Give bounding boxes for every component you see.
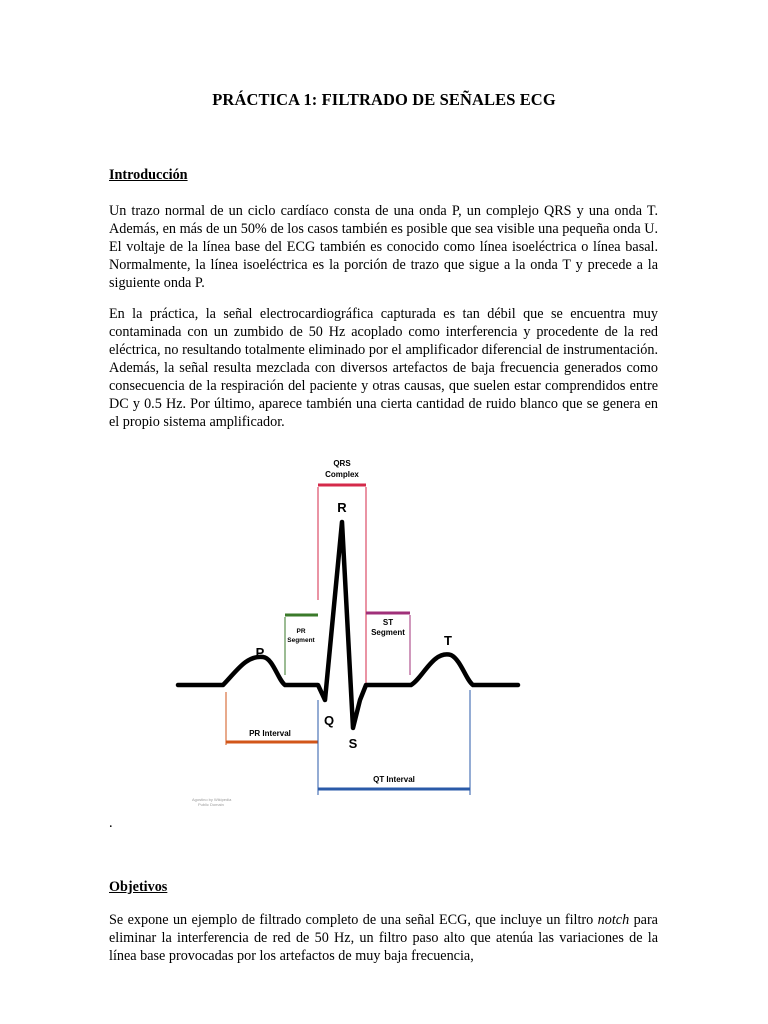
figure-credit-line2: Public Domain bbox=[198, 802, 224, 807]
pr-interval-label: PR Interval bbox=[249, 729, 291, 738]
figure-credit-line1: Agostino by Wikipedia bbox=[192, 797, 232, 802]
intro-paragraph-2: En la práctica, la señal electrocardiográfica capturada es tan débil que se encuentra muy contaminada con un zumbido de 50 Hz acoplado como interferencia y procedente de la red eléctrica, no resultando totalmente eliminado por el amplificador diferencial de instrumentación. Además, la señal resulta mezclada con diversos artefactos de baja frecuencia generados como consecuencia de la respiración del paciente y otras causas, que suelen estar comprendidos entre DC y 0.5 Hz. Por último, aparece también una cierta cantidad de ruido blanco que se genera en el propio sistema amplificador. bbox=[109, 306, 658, 430]
page-title: PRÁCTICA 1: FILTRADO DE SEÑALES ECG bbox=[212, 90, 556, 109]
t-wave-label: T bbox=[444, 633, 452, 648]
qt-interval-label: QT Interval bbox=[373, 775, 415, 784]
intro-paragraph-1: Un trazo normal de un ciclo cardíaco consta de una onda P, un complejo QRS y una onda T. Además, en más de un 50% de los casos también es posible que sea visible una pequeña onda U. El voltaje de la línea base del ECG también es conocido como línea isoeléctrica o línea basal. Normalmente, la línea isoeléctrica es la porción de trazo que sigue a la onda T y precede a la siguiente onda P. bbox=[109, 203, 658, 291]
qrs-label-line2: Complex bbox=[325, 470, 359, 479]
r-wave-label: R bbox=[337, 500, 347, 515]
s-wave-label: S bbox=[348, 736, 358, 751]
objetivos-text-after: para eliminar la interferencia de red de 50 Hz, un filtro paso alto que atenúa las variaciones de la línea base provocadas por los artefactos de muy baja frecuencia, bbox=[109, 912, 658, 964]
q-wave-label: Q bbox=[323, 713, 335, 728]
section-heading-introduccion: Introducción bbox=[109, 167, 188, 183]
objetivos-paragraph bbox=[109, 911, 658, 965]
pr-segment-label-line1: PR bbox=[296, 628, 306, 635]
objetivos-italic-notch: notch bbox=[597, 912, 630, 928]
objetivos-text-before: Se expone un ejemplo de filtrado completo de una señal ECG, que incluye un filtro bbox=[109, 912, 598, 928]
ecg-diagram bbox=[168, 450, 528, 812]
pr-segment-label-line2: Segment bbox=[287, 637, 315, 644]
qrs-label-line1: QRS bbox=[333, 459, 351, 468]
p-wave-label: P bbox=[255, 645, 265, 660]
section-heading-objetivos: Objetivos bbox=[109, 879, 168, 895]
st-segment-label-line1: ST bbox=[382, 618, 394, 627]
st-segment-label-line2: Segment bbox=[371, 628, 405, 637]
trailing-dot: . bbox=[109, 815, 113, 831]
